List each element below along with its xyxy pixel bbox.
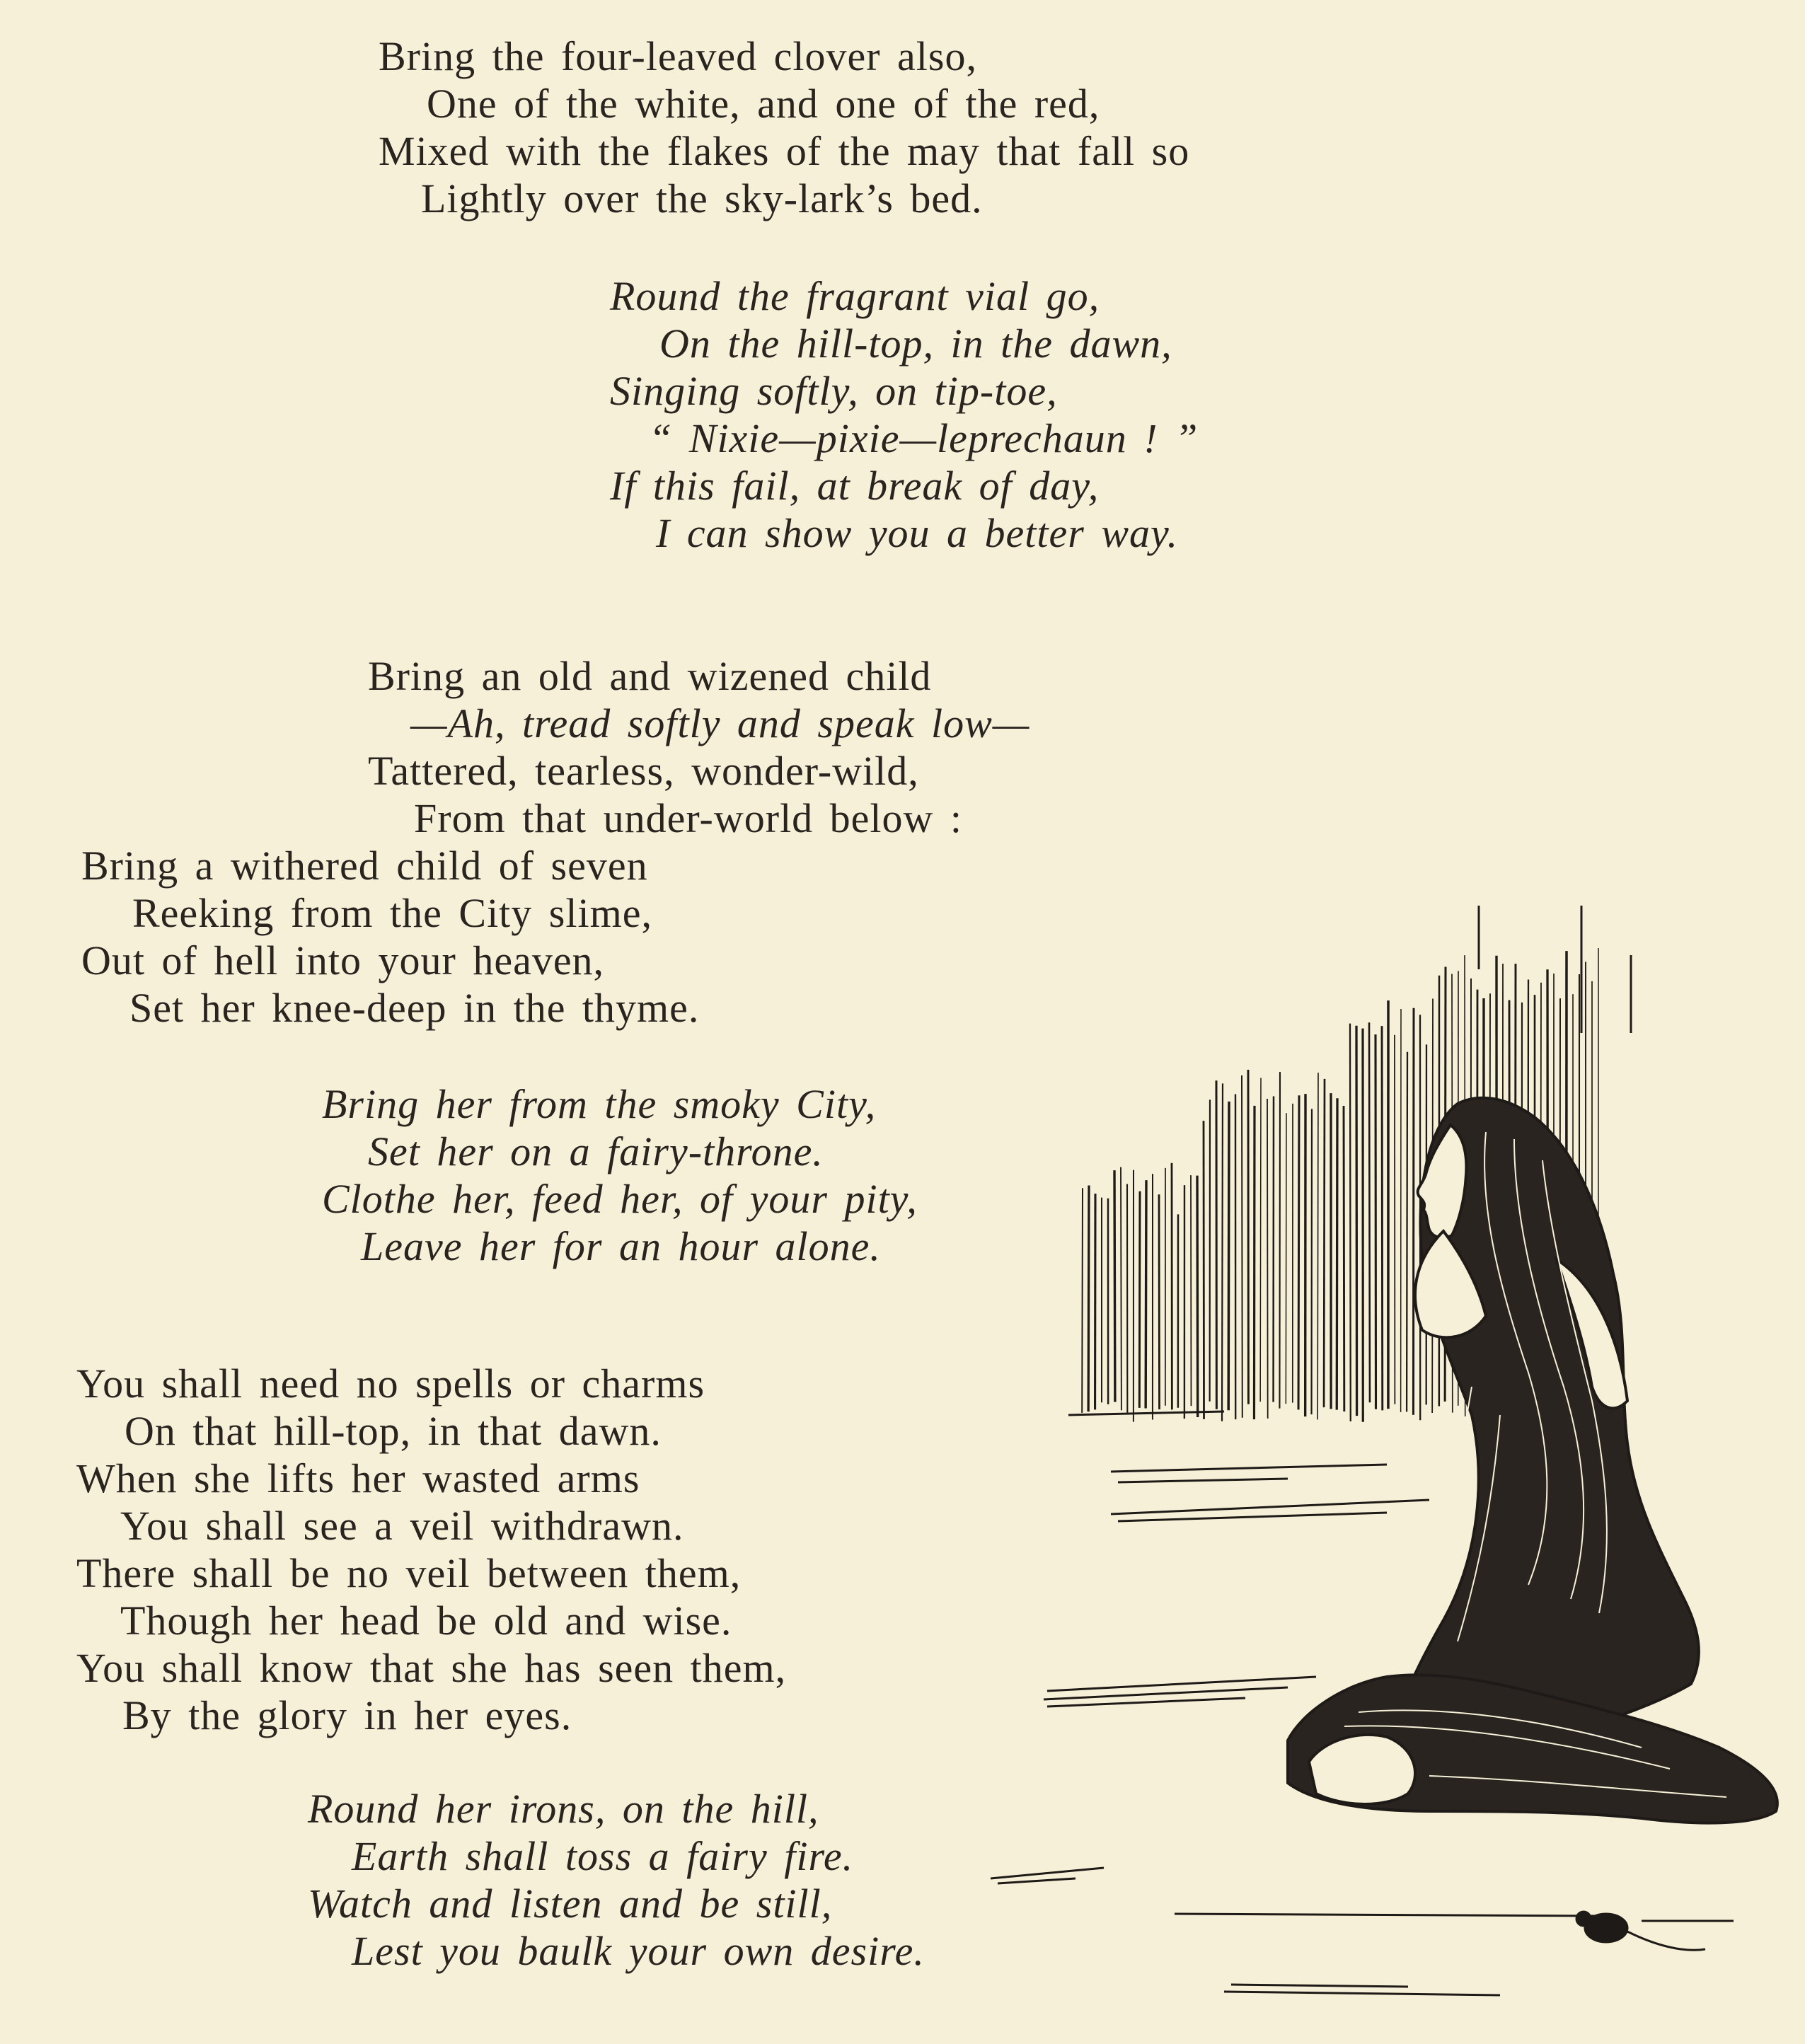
refrain-2 — [322, 1080, 918, 1270]
poem-line: —Ah, tread softly and speak low— — [410, 700, 1030, 746]
poem-line: Lightly over the sky-lark’s bed. — [421, 175, 983, 221]
poem-line: If this fail, at break of day, — [610, 463, 1100, 509]
poem-line: By the glory in her eyes. — [122, 1692, 572, 1738]
poem-line: Singing softly, on tip-toe, — [610, 368, 1058, 414]
poem-line: Set her on a fairy-throne. — [368, 1128, 824, 1174]
poem-line: Though her head be old and wise. — [120, 1598, 732, 1644]
poem-line: Earth shall toss a fairy fire. — [352, 1833, 854, 1879]
poem-line: On that hill-top, in that dawn. — [125, 1408, 662, 1454]
poem-line: Round the fragrant vial go, — [610, 273, 1100, 319]
refrain-3 — [308, 1785, 925, 1975]
stanza-1 — [379, 33, 1189, 222]
poem-line: Tattered, tearless, wonder-wild, — [368, 748, 919, 794]
poem-line: Bring an old and wizened child — [368, 653, 932, 699]
poem-line: When she lifts her wasted arms — [76, 1455, 640, 1501]
poem-line: Leave her for an hour alone. — [361, 1223, 881, 1269]
poem-line: Clothe her, feed her, of your pity, — [322, 1176, 918, 1222]
stanza-4 — [76, 1360, 786, 1739]
poem-line: Bring a withered child of seven — [81, 843, 648, 889]
poem-line: One of the white, and one of the red, — [427, 81, 1100, 127]
poem-line: Watch and listen and be still, — [308, 1881, 833, 1927]
poem-line: You shall need no spells or charms — [76, 1361, 705, 1407]
poem-line: You shall know that she has seen them, — [76, 1645, 787, 1691]
poem-line: On the hill-top, in the dawn, — [659, 321, 1172, 366]
poem-line: There shall be no veil between them, — [76, 1550, 742, 1596]
stanza-2 — [368, 652, 1030, 842]
poem-line: Bring the four-leaved clover also, — [379, 33, 977, 79]
poem-line: I can show you a better way. — [656, 510, 1179, 556]
poem-line: Out of hell into your heaven, — [81, 937, 605, 983]
refrain-1 — [610, 272, 1198, 557]
poem-line: Reeking from the City slime, — [132, 890, 652, 936]
mouse-icon — [1576, 1912, 1705, 1950]
poem-line: “ Nixie—pixie—leprechaun ! ” — [649, 415, 1199, 461]
poem-line: From that under-world below : — [414, 795, 963, 841]
poem-line: Set her knee-deep in the thyme. — [129, 985, 700, 1031]
stanza-3 — [81, 842, 699, 1032]
poem-line: Mixed with the flakes of the may that fall so — [379, 128, 1190, 174]
kneeling-girl-illustration — [991, 891, 1805, 2044]
poem-line: Bring her from the smoky City, — [322, 1081, 877, 1127]
poem-line: Lest you baulk your own desire. — [352, 1928, 925, 1974]
poem-line: You shall see a veil withdrawn. — [120, 1503, 684, 1549]
girl-figure — [1288, 1098, 1777, 1823]
poem-line: Round her irons, on the hill, — [308, 1786, 819, 1832]
